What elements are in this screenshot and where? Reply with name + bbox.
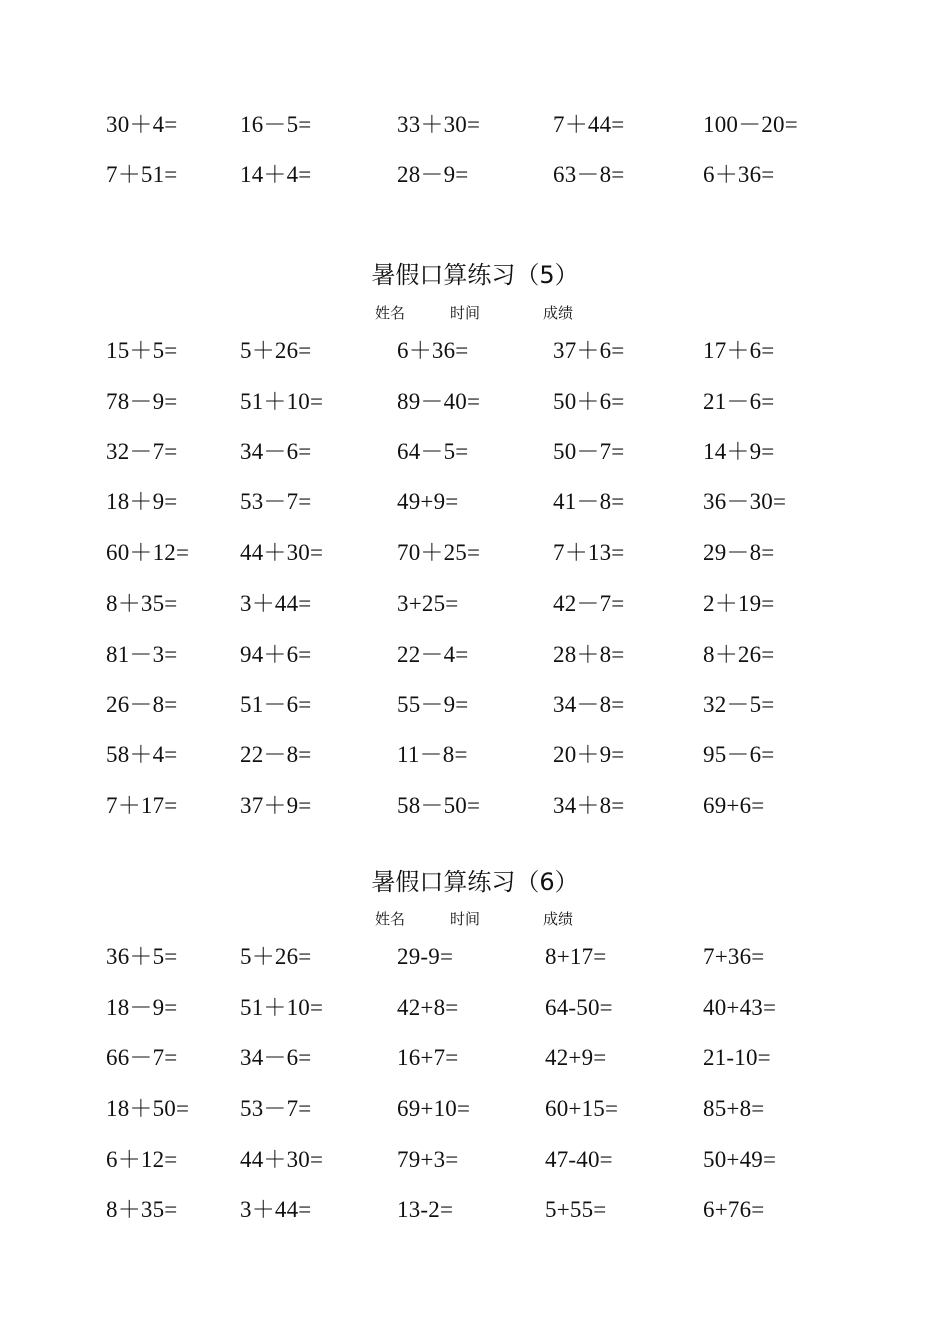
arithmetic-problem: 29－8= (703, 540, 775, 565)
arithmetic-problem: 28－9= (397, 162, 469, 187)
arithmetic-problem: 22－8= (240, 742, 312, 767)
problem-row (0, 536, 950, 570)
worksheet-title: 暑假口算练习（6） (371, 868, 579, 896)
arithmetic-problem: 100－20= (703, 112, 798, 137)
arithmetic-problem: 94＋6= (240, 642, 312, 667)
arithmetic-problem: 22－4= (397, 642, 469, 667)
arithmetic-problem: 64-50= (545, 995, 613, 1020)
problem-row (0, 1193, 950, 1227)
arithmetic-problem: 50+49= (703, 1147, 777, 1172)
arithmetic-problem: 7＋13= (553, 540, 625, 565)
arithmetic-problem: 69+10= (397, 1096, 471, 1121)
arithmetic-problem: 7+36= (703, 944, 765, 969)
arithmetic-problem: 53－7= (240, 489, 312, 514)
problem-row (0, 688, 950, 722)
score-label: 成绩 (543, 304, 574, 322)
arithmetic-problem: 11－8= (397, 742, 468, 767)
arithmetic-problem: 49+9= (397, 489, 459, 514)
arithmetic-problem: 34＋8= (553, 793, 625, 818)
arithmetic-problem: 26－8= (106, 692, 178, 717)
problem-row (0, 435, 950, 469)
arithmetic-problem: 36－30= (703, 489, 787, 514)
problem-row (0, 587, 950, 621)
arithmetic-problem: 47-40= (545, 1147, 613, 1172)
arithmetic-problem: 14＋4= (240, 162, 312, 187)
arithmetic-problem: 3＋44= (240, 591, 312, 616)
arithmetic-problem: 2＋19= (703, 591, 775, 616)
arithmetic-problem: 20＋9= (553, 742, 625, 767)
arithmetic-problem: 51＋10= (240, 389, 324, 414)
arithmetic-problem: 29-9= (397, 944, 454, 969)
arithmetic-problem: 6＋36= (703, 162, 775, 187)
arithmetic-problem: 50－7= (553, 439, 625, 464)
arithmetic-problem: 58－50= (397, 793, 481, 818)
arithmetic-problem: 66－7= (106, 1045, 178, 1070)
problem-row (0, 940, 950, 974)
arithmetic-problem: 7＋51= (106, 162, 178, 187)
arithmetic-problem: 42+8= (397, 995, 459, 1020)
arithmetic-problem: 55－9= (397, 692, 469, 717)
arithmetic-problem: 40+43= (703, 995, 777, 1020)
arithmetic-problem: 5＋26= (240, 944, 312, 969)
arithmetic-problem: 64－5= (397, 439, 469, 464)
problem-row (0, 485, 950, 519)
score-label: 成绩 (543, 910, 574, 928)
arithmetic-problem: 32－5= (703, 692, 775, 717)
arithmetic-problem: 18＋9= (106, 489, 178, 514)
problem-row (0, 1143, 950, 1177)
arithmetic-problem: 44＋30= (240, 1147, 324, 1172)
arithmetic-problem: 89－40= (397, 389, 481, 414)
arithmetic-problem: 8＋26= (703, 642, 775, 667)
arithmetic-problem: 5+55= (545, 1197, 607, 1222)
arithmetic-problem: 16+7= (397, 1045, 459, 1070)
arithmetic-problem: 6+76= (703, 1197, 765, 1222)
arithmetic-problem: 42－7= (553, 591, 625, 616)
arithmetic-problem: 50＋6= (553, 389, 625, 414)
arithmetic-problem: 37＋9= (240, 793, 312, 818)
arithmetic-problem: 70＋25= (397, 540, 481, 565)
arithmetic-problem: 5＋26= (240, 338, 312, 363)
arithmetic-problem: 18－9= (106, 995, 178, 1020)
arithmetic-problem: 17＋6= (703, 338, 775, 363)
name-label: 姓名 (375, 304, 406, 322)
arithmetic-problem: 60+15= (545, 1096, 619, 1121)
arithmetic-problem: 16－5= (240, 112, 312, 137)
arithmetic-problem: 51－6= (240, 692, 312, 717)
arithmetic-problem: 78－9= (106, 389, 178, 414)
problem-row (0, 789, 950, 823)
problem-row (0, 334, 950, 368)
problem-row (0, 991, 950, 1025)
worksheet-title: 暑假口算练习（5） (371, 261, 579, 289)
arithmetic-problem: 58＋4= (106, 742, 178, 767)
problem-row (0, 738, 950, 772)
arithmetic-problem: 21－6= (703, 389, 775, 414)
arithmetic-problem: 63－8= (553, 162, 625, 187)
problem-row (0, 158, 950, 192)
arithmetic-problem: 44＋30= (240, 540, 324, 565)
arithmetic-problem: 37＋6= (553, 338, 625, 363)
arithmetic-problem: 95－6= (703, 742, 775, 767)
arithmetic-problem: 34－6= (240, 439, 312, 464)
arithmetic-problem: 32－7= (106, 439, 178, 464)
arithmetic-problem: 36＋5= (106, 944, 178, 969)
arithmetic-problem: 21-10= (703, 1045, 771, 1070)
arithmetic-problem: 34－8= (553, 692, 625, 717)
problem-row (0, 638, 950, 672)
arithmetic-problem: 42+9= (545, 1045, 607, 1070)
arithmetic-problem: 30＋4= (106, 112, 178, 137)
arithmetic-problem: 18＋50= (106, 1096, 190, 1121)
arithmetic-problem: 15＋5= (106, 338, 178, 363)
name-label: 姓名 (375, 910, 406, 928)
arithmetic-problem: 3+25= (397, 591, 459, 616)
arithmetic-problem: 79+3= (397, 1147, 459, 1172)
arithmetic-problem: 34－6= (240, 1045, 312, 1070)
arithmetic-problem: 14＋9= (703, 439, 775, 464)
problem-row (0, 108, 950, 142)
arithmetic-problem: 6＋12= (106, 1147, 178, 1172)
arithmetic-problem: 8＋35= (106, 1197, 178, 1222)
arithmetic-problem: 13-2= (397, 1197, 454, 1222)
arithmetic-problem: 85+8= (703, 1096, 765, 1121)
arithmetic-problem: 51＋10= (240, 995, 324, 1020)
arithmetic-problem: 33＋30= (397, 112, 481, 137)
arithmetic-problem: 69+6= (703, 793, 765, 818)
arithmetic-problem: 60＋12= (106, 540, 190, 565)
arithmetic-problem: 3＋44= (240, 1197, 312, 1222)
arithmetic-problem: 8+17= (545, 944, 607, 969)
problem-row (0, 385, 950, 419)
arithmetic-problem: 7＋44= (553, 112, 625, 137)
arithmetic-problem: 7＋17= (106, 793, 178, 818)
problem-row (0, 1041, 950, 1075)
time-label: 时间 (450, 910, 481, 928)
arithmetic-problem: 81－3= (106, 642, 178, 667)
arithmetic-problem: 6＋36= (397, 338, 469, 363)
arithmetic-problem: 53－7= (240, 1096, 312, 1121)
time-label: 时间 (450, 304, 481, 322)
problem-row (0, 1092, 950, 1126)
arithmetic-problem: 28＋8= (553, 642, 625, 667)
arithmetic-problem: 41－8= (553, 489, 625, 514)
arithmetic-problem: 8＋35= (106, 591, 178, 616)
